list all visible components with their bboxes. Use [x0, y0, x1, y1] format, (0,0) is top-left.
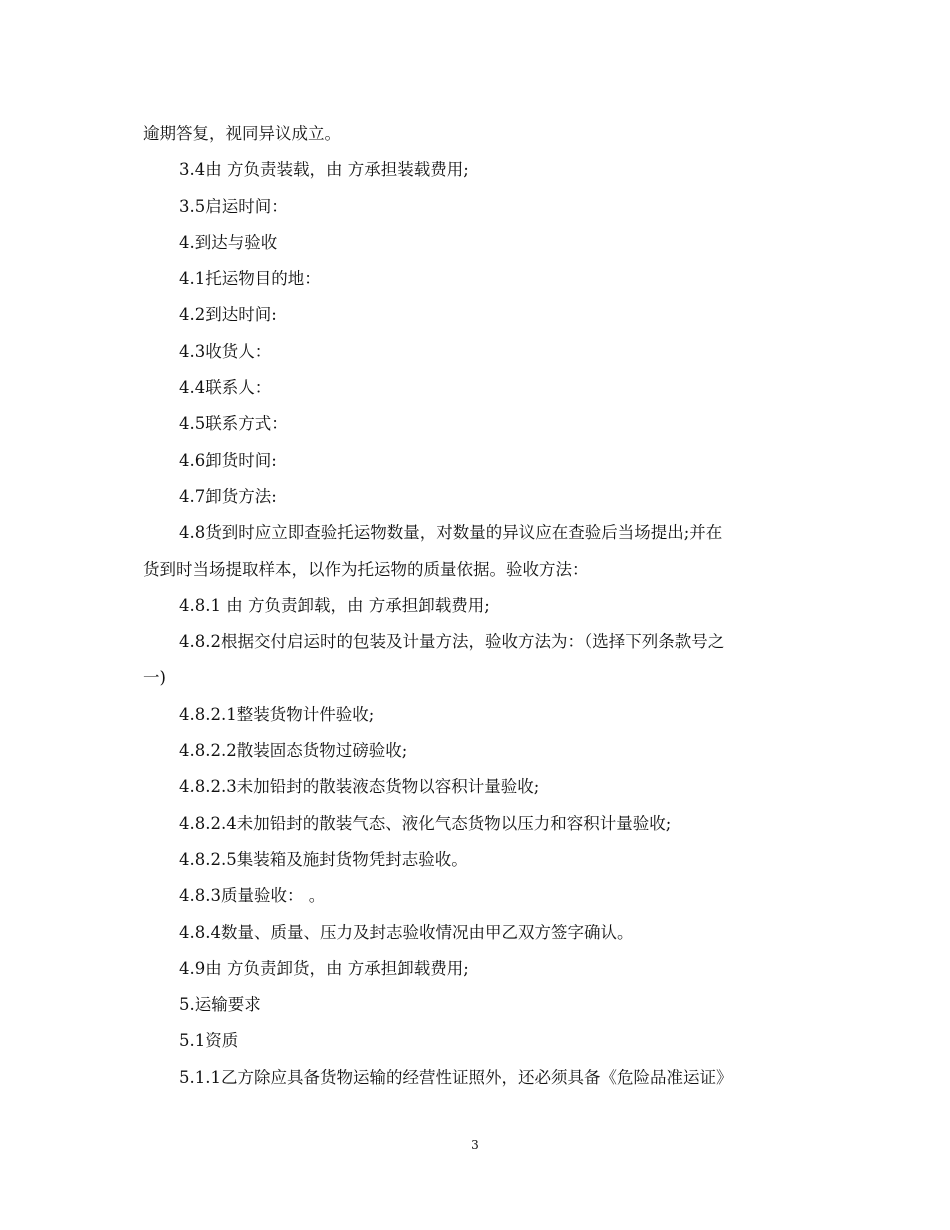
text-line: 4.1托运物目的地： — [179, 269, 321, 289]
page-number: 3 — [471, 1138, 479, 1152]
text-line: 4.8.2.5集装箱及施封货物凭封志验收。 — [179, 849, 468, 869]
text-line: 逾期答复，视同异议成立。 — [143, 124, 341, 143]
text-line: 4.2到达时间: — [179, 305, 277, 325]
text-line: 4.4联系人： — [179, 378, 272, 398]
text-line: 4.5联系方式： — [179, 414, 288, 434]
text-line: 5.1资质 — [179, 1031, 239, 1051]
text-line: 4.8.2.2散装固态货物过磅验收; — [179, 741, 408, 761]
text-line: 货到时当场提取样本，以作为托运物的质量依据。验收方法： — [143, 559, 589, 579]
text-line: 4.8.2.3未加铅封的散装液态货物以容积计量验收; — [179, 777, 540, 797]
text-line: 4.8.2.1整装货物计件验收; — [179, 704, 375, 724]
text-line: 4.3收货人： — [179, 341, 272, 361]
text-line: 4.到达与验收 — [179, 232, 278, 252]
text-line: 4.8.2.4未加铅封的散装气态、液化气态货物以压力和容积计量验收; — [179, 813, 672, 833]
text-line: 3.4由 方负责装载，由 方承担装载费用; — [179, 160, 469, 180]
text-line: 4.6卸货时间: — [179, 450, 277, 470]
text-line: 3.5启运时间： — [179, 196, 288, 216]
text-line: 4.8货到时应立即查验托运物数量，对数量的异议应在查验后当场提出;并在 — [179, 523, 723, 543]
text-line: 4.9由 方负责卸货，由 方承担卸载费用; — [179, 958, 469, 978]
text-line: 一) — [143, 668, 166, 688]
text-line: 5.运输要求 — [179, 995, 261, 1015]
text-line: 4.8.4数量、质量、压力及封志验收情况由甲乙双方签字确认。 — [179, 922, 634, 942]
document-body — [143, 116, 807, 1096]
text-line: 5.1.1乙方除应具备货物运输的经营性证照外，还必须具备《危险品准运证》 — [179, 1067, 733, 1087]
text-line: 4.8.1 由 方负责卸载，由 方承担卸载费用; — [179, 595, 490, 615]
text-line: 4.8.2根据交付启运时的包装及计量方法，验收方法为：（选择下列条款号之 — [179, 632, 725, 652]
text-line: 4.8.3质量验收： 。 — [179, 886, 326, 906]
text-line: 4.7卸货方法: — [179, 486, 277, 506]
